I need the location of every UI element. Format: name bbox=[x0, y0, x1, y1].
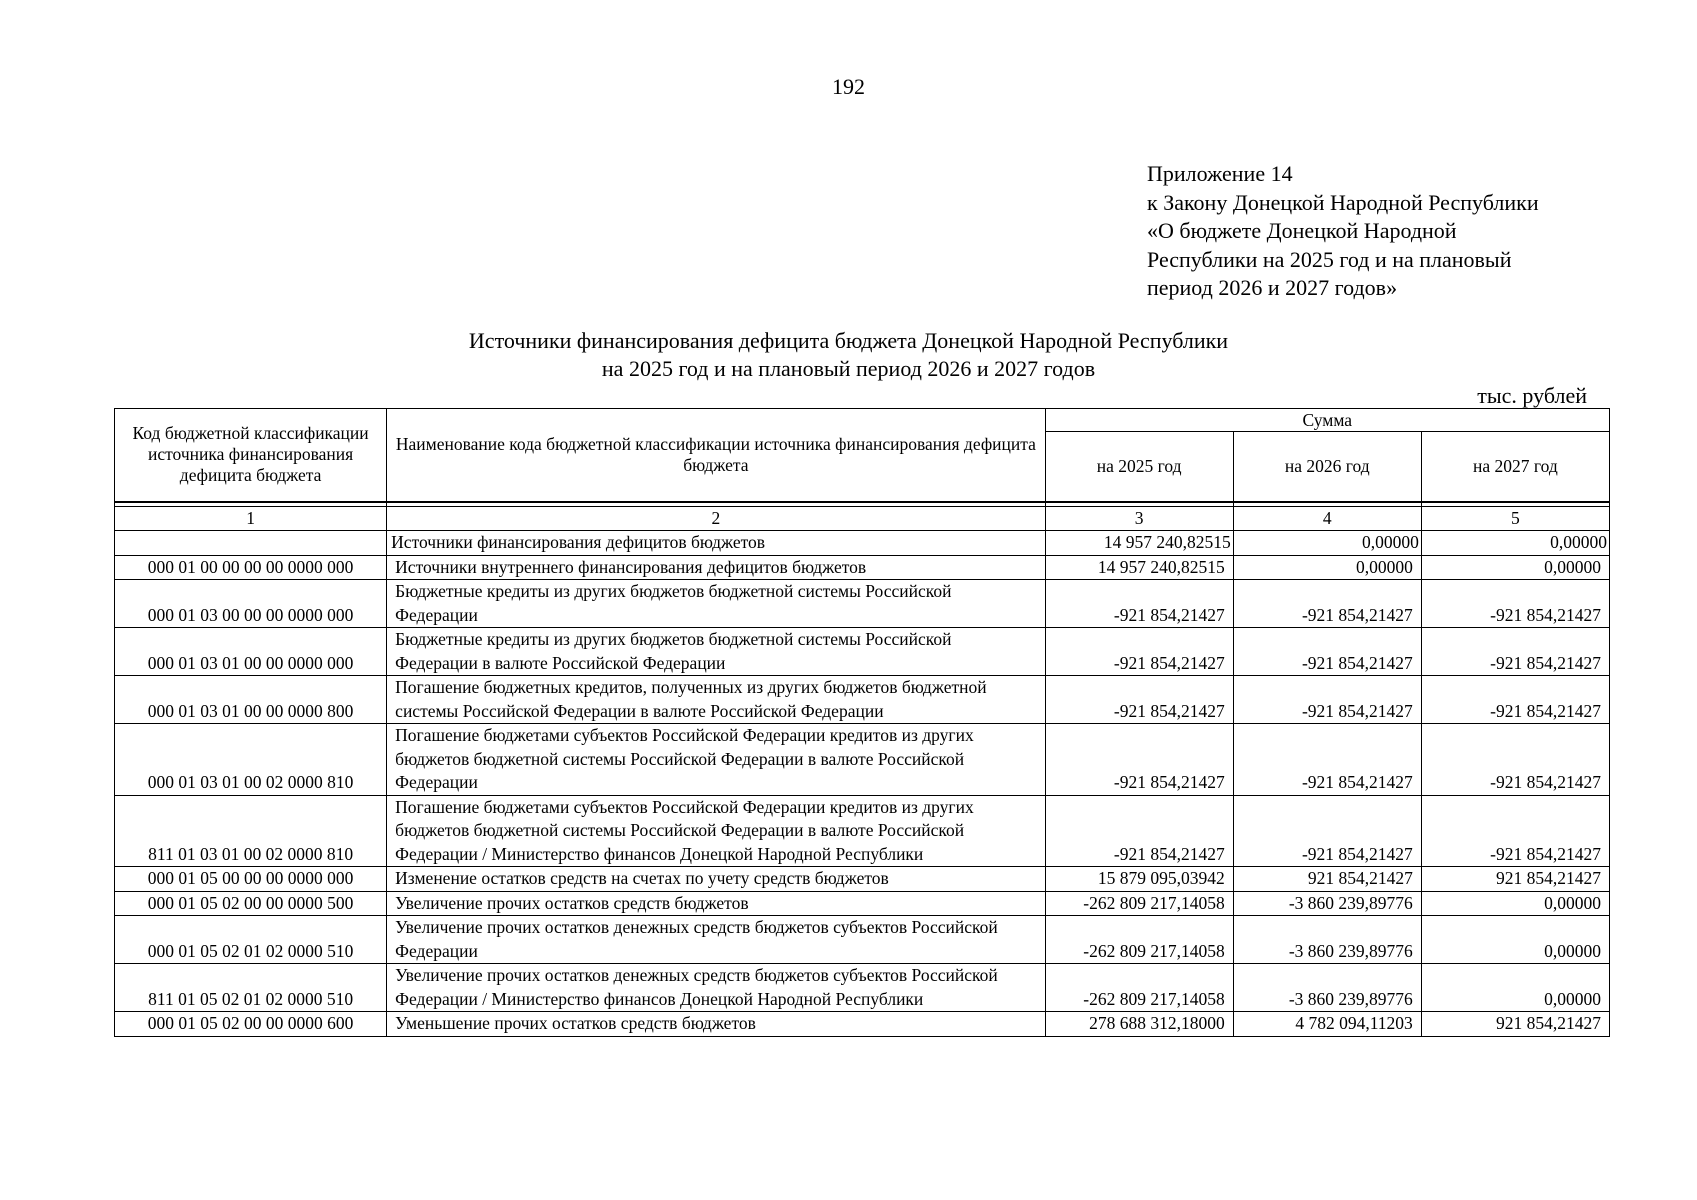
column-index: 1 bbox=[115, 506, 387, 531]
row-value-2026: -3 860 239,89776 bbox=[1233, 916, 1421, 964]
appendix-line: к Закону Донецкой Народной Республики bbox=[1147, 189, 1539, 215]
row-value-2025: 14 957 240,82515 bbox=[1045, 531, 1233, 556]
row-code: 000 01 05 02 00 00 0000 500 bbox=[115, 891, 387, 916]
row-value-2026: -3 860 239,89776 bbox=[1233, 891, 1421, 916]
row-value-2027: 0,00000 bbox=[1421, 531, 1609, 556]
row-value-2025: -921 854,21427 bbox=[1045, 724, 1233, 796]
row-code bbox=[115, 531, 387, 556]
row-value-2027: 0,00000 bbox=[1421, 891, 1609, 916]
document-title bbox=[0, 327, 1697, 383]
table-row bbox=[115, 580, 1610, 628]
header-2026: на 2026 год bbox=[1233, 432, 1421, 502]
table-row bbox=[115, 555, 1610, 580]
row-name: Погашение бюджетами субъектов Российской Федерации кредитов из других бюджетов бюджетной системы Российской Федерации в валюте Российской Федерации / Министерство финансов Донецкой Народной Республики bbox=[387, 795, 1045, 867]
row-name: Погашение бюджетных кредитов, полученных из других бюджетов бюджетной системы Российской Федерации в валюте Российской Федерации bbox=[387, 676, 1045, 724]
row-code: 000 01 03 01 00 00 0000 800 bbox=[115, 676, 387, 724]
column-index: 5 bbox=[1421, 506, 1609, 531]
row-value-2026: 0,00000 bbox=[1233, 531, 1421, 556]
title-line-2: на 2025 год и на плановый период 2026 и 2027 годов bbox=[601, 356, 1096, 381]
table-row bbox=[115, 867, 1610, 892]
row-value-2027: -921 854,21427 bbox=[1421, 580, 1609, 628]
column-index: 2 bbox=[387, 506, 1045, 531]
appendix-line: Республики на 2025 год и на плановый bbox=[1147, 246, 1512, 272]
row-name: Погашение бюджетами субъектов Российской Федерации кредитов из других бюджетов бюджетной системы Российской Федерации в валюте Российской Федерации bbox=[387, 724, 1045, 796]
row-value-2025: 278 688 312,18000 bbox=[1045, 1012, 1233, 1037]
row-name: Увеличение прочих остатков денежных средств бюджетов субъектов Российской Федерации bbox=[387, 916, 1045, 964]
table-row bbox=[115, 724, 1610, 796]
row-name: Уменьшение прочих остатков средств бюджетов bbox=[387, 1012, 1045, 1037]
table-row bbox=[115, 891, 1610, 916]
header-name: Наименование кода бюджетной классификации источника финансирования дефицита бюджета bbox=[387, 409, 1045, 502]
column-index-row bbox=[115, 506, 1610, 531]
row-value-2025: -921 854,21427 bbox=[1045, 795, 1233, 867]
budget-table bbox=[114, 408, 1610, 1037]
row-value-2025: -262 809 217,14058 bbox=[1045, 964, 1233, 1012]
row-name: Источники финансирования дефицитов бюджетов bbox=[387, 531, 1045, 556]
row-name: Изменение остатков средств на счетах по учету средств бюджетов bbox=[387, 867, 1045, 892]
table-row bbox=[115, 628, 1610, 676]
row-value-2026: -921 854,21427 bbox=[1233, 724, 1421, 796]
row-value-2025: -921 854,21427 bbox=[1045, 628, 1233, 676]
appendix-note bbox=[1147, 160, 1539, 303]
row-value-2025: -262 809 217,14058 bbox=[1045, 916, 1233, 964]
row-value-2027: 0,00000 bbox=[1421, 916, 1609, 964]
row-value-2025: -262 809 217,14058 bbox=[1045, 891, 1233, 916]
row-name: Увеличение прочих остатков денежных средств бюджетов субъектов Российской Федерации / Министерство финансов Донецкой Народной Республики bbox=[387, 964, 1045, 1012]
appendix-line: «О бюджете Донецкой Народной bbox=[1147, 218, 1457, 243]
row-value-2027: 0,00000 bbox=[1421, 964, 1609, 1012]
row-code: 000 01 03 01 00 00 0000 000 bbox=[115, 628, 387, 676]
row-value-2026: 4 782 094,11203 bbox=[1233, 1012, 1421, 1037]
header-code: Код бюджетной классификации источника финансирования дефицита бюджета bbox=[115, 409, 387, 502]
header-2027: на 2027 год bbox=[1421, 432, 1609, 502]
table-row bbox=[115, 916, 1610, 964]
row-value-2026: -921 854,21427 bbox=[1233, 676, 1421, 724]
row-value-2027: -921 854,21427 bbox=[1421, 676, 1609, 724]
table-row bbox=[115, 1012, 1610, 1037]
row-value-2027: 921 854,21427 bbox=[1421, 867, 1609, 892]
row-code: 000 01 00 00 00 00 0000 000 bbox=[115, 555, 387, 580]
units-label: тыс. рублей bbox=[1477, 383, 1587, 408]
row-code: 000 01 05 02 01 02 0000 510 bbox=[115, 916, 387, 964]
row-value-2025: 15 879 095,03942 bbox=[1045, 867, 1233, 892]
row-value-2025: -921 854,21427 bbox=[1045, 580, 1233, 628]
row-code: 000 01 05 00 00 00 0000 000 bbox=[115, 867, 387, 892]
row-value-2026: 921 854,21427 bbox=[1233, 867, 1421, 892]
row-value-2026: 0,00000 bbox=[1233, 555, 1421, 580]
row-value-2027: -921 854,21427 bbox=[1421, 724, 1609, 796]
row-code: 000 01 05 02 00 00 0000 600 bbox=[115, 1012, 387, 1037]
row-value-2026: -921 854,21427 bbox=[1233, 628, 1421, 676]
row-code: 811 01 03 01 00 02 0000 810 bbox=[115, 795, 387, 867]
column-index: 3 bbox=[1045, 506, 1233, 531]
row-value-2027: 0,00000 bbox=[1421, 555, 1609, 580]
row-code: 000 01 03 01 00 02 0000 810 bbox=[115, 724, 387, 796]
appendix-line: Приложение 14 bbox=[1147, 161, 1293, 186]
row-value-2027: -921 854,21427 bbox=[1421, 628, 1609, 676]
row-value-2026: -921 854,21427 bbox=[1233, 795, 1421, 867]
row-value-2025: 14 957 240,82515 bbox=[1045, 555, 1233, 580]
column-index: 4 bbox=[1233, 506, 1421, 531]
table-row bbox=[115, 795, 1610, 867]
row-name: Бюджетные кредиты из других бюджетов бюджетной системы Российской Федерации в валюте Российской Федерации bbox=[387, 628, 1045, 676]
row-name: Источники внутреннего финансирования дефицитов бюджетов bbox=[387, 555, 1045, 580]
title-line-1: Источники финансирования дефицита бюджета Донецкой Народной Республики bbox=[468, 328, 1229, 353]
page-number: 192 bbox=[832, 74, 865, 99]
row-code: 000 01 03 00 00 00 0000 000 bbox=[115, 580, 387, 628]
table-row bbox=[115, 964, 1610, 1012]
row-name: Увеличение прочих остатков средств бюджетов bbox=[387, 891, 1045, 916]
header-2025: на 2025 год bbox=[1045, 432, 1233, 502]
row-value-2026: -921 854,21427 bbox=[1233, 580, 1421, 628]
row-code: 811 01 05 02 01 02 0000 510 bbox=[115, 964, 387, 1012]
table-row bbox=[115, 531, 1610, 556]
table-row bbox=[115, 676, 1610, 724]
appendix-line: период 2026 и 2027 годов» bbox=[1147, 275, 1398, 300]
header-sum: Сумма bbox=[1045, 409, 1609, 432]
row-value-2027: 921 854,21427 bbox=[1421, 1012, 1609, 1037]
row-value-2026: -3 860 239,89776 bbox=[1233, 964, 1421, 1012]
row-value-2027: -921 854,21427 bbox=[1421, 795, 1609, 867]
row-name: Бюджетные кредиты из других бюджетов бюджетной системы Российской Федерации bbox=[387, 580, 1045, 628]
row-value-2025: -921 854,21427 bbox=[1045, 676, 1233, 724]
